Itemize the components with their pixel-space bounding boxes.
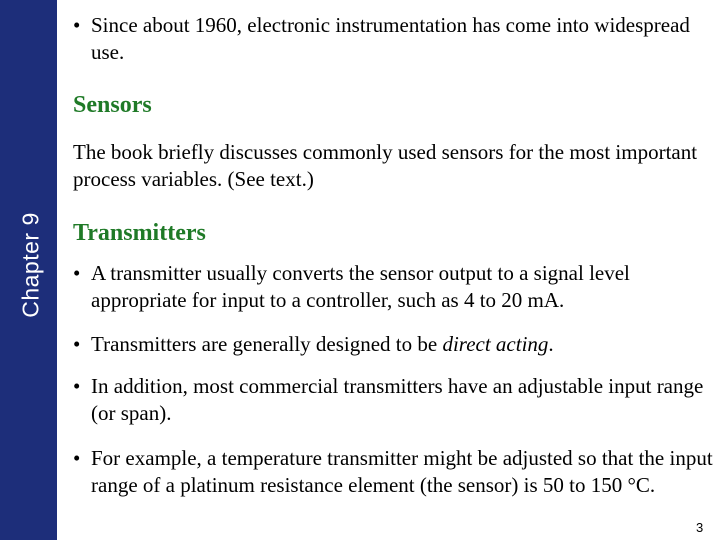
intro-bullet bbox=[73, 12, 718, 66]
bullet-dot: • bbox=[73, 446, 81, 470]
sensors-heading: Sensors bbox=[73, 92, 152, 118]
intro-bullet-text: Since about 1960, electronic instrumentation has come into widespread use. bbox=[91, 13, 690, 64]
bullet-text-before: Transmitters are generally designed to be bbox=[91, 332, 443, 356]
bullet-text: A transmitter usually converts the sensor output to a signal level appropriate for input to a controller, such as 4 to 20 mA. bbox=[91, 261, 630, 312]
bullet-text-after: . bbox=[548, 332, 554, 356]
sensors-paragraph: The book briefly discusses commonly used sensors for the most important process variables. (See text.) bbox=[73, 140, 698, 191]
transmitter-bullet-2 bbox=[73, 331, 718, 358]
transmitter-bullet-3 bbox=[73, 373, 718, 427]
bullet-emphasis: direct acting bbox=[442, 332, 549, 356]
transmitter-bullet-4 bbox=[73, 445, 718, 499]
bullet-dot: • bbox=[73, 332, 81, 356]
bullet-text: In addition, most commercial transmitters have an adjustable input range (or span). bbox=[91, 374, 704, 425]
transmitters-heading: Transmitters bbox=[73, 220, 206, 246]
page-number: 3 bbox=[696, 520, 704, 535]
bullet-dot: • bbox=[73, 374, 81, 398]
bullet-dot: • bbox=[73, 261, 81, 285]
bullet-text: For example, a temperature transmitter might be adjusted so that the input range of a platinum resistance element (the sensor) is 50 to 150 °C. bbox=[91, 446, 713, 497]
bullet-dot: • bbox=[73, 13, 81, 37]
transmitter-bullet-1 bbox=[73, 260, 718, 314]
chapter-label: Chapter 9 bbox=[17, 212, 44, 318]
chapter-sidebar bbox=[0, 0, 57, 540]
